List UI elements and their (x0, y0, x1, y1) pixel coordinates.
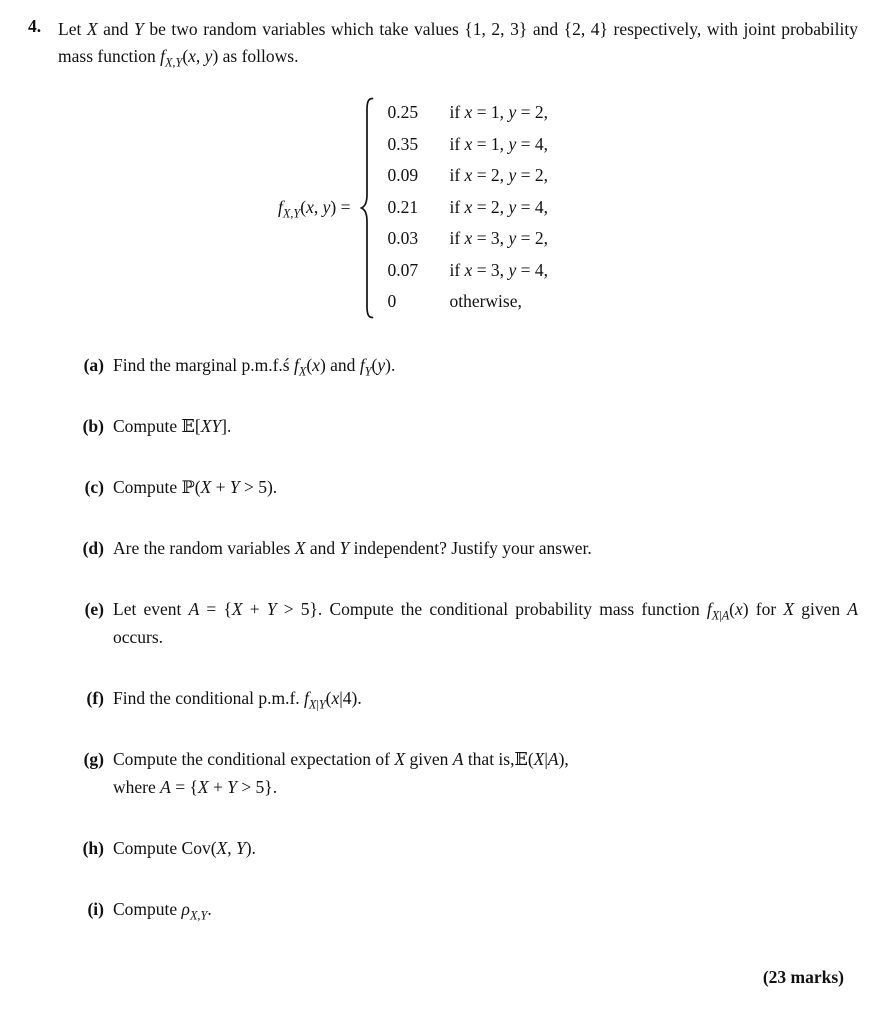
part-label: (h) (82, 837, 104, 858)
case-row (387, 223, 548, 255)
problem-part (64, 351, 858, 379)
case-condition: if x = 3, y = 2, (449, 228, 548, 249)
part-label: (i) (87, 898, 104, 919)
case-value: 0.07 (387, 259, 419, 280)
marks-total: (23 marks) (762, 966, 844, 987)
problem-part (64, 684, 858, 712)
case-condition: if x = 3, y = 4, (449, 259, 548, 280)
part-text: Compute ℙ(X + Y > 5). (113, 476, 278, 497)
problem-part (64, 534, 858, 562)
cases-list (387, 97, 548, 318)
case-value: 0 (387, 291, 397, 312)
case-condition: if x = 2, y = 4, (449, 196, 548, 217)
part-text: Compute 𝔼[XY]. (113, 415, 232, 436)
problem-statement (28, 16, 858, 71)
part-text: Are the random variables X and Y independent? Justify your answer. (113, 537, 592, 558)
case-condition: if x = 1, y = 4, (449, 133, 548, 154)
case-value: 0.21 (387, 196, 419, 217)
case-row (387, 255, 548, 287)
part-text: Compute Cov(X, Y). (113, 837, 256, 858)
piecewise-function (278, 97, 858, 319)
part-text: Compute $\rho_{X,Y}$. (113, 898, 212, 923)
case-row (387, 286, 548, 318)
part-label: (f) (86, 687, 104, 708)
problem-part (64, 895, 858, 923)
part-text: Let event A = {X + Y > 5}. Compute the conditional probability mass function $f_{X|A}(x)$ for X given A occurs. (113, 598, 858, 647)
problem-part (64, 412, 858, 440)
part-label: (g) (83, 748, 104, 769)
case-value: 0.25 (387, 102, 419, 123)
case-row (387, 97, 548, 129)
function-lhs: $f_{X,Y}(x$, y) = (278, 197, 351, 221)
part-text: Compute the conditional expectation of X given A that is,𝔼(X|A), where A = {X + Y > 5}. (113, 748, 569, 797)
part-label: (c) (84, 476, 104, 497)
problem-number: 4. (28, 16, 42, 36)
part-label: (a) (83, 354, 104, 375)
part-label: (e) (84, 598, 104, 619)
problem-part (64, 473, 858, 501)
case-row (387, 129, 548, 161)
problem-part (64, 595, 858, 651)
problem-intro-text: Let X and Y be two random variables which take values {1, 2, 3} and {2, 4} respectively, with joint probability mass function $f_{X,Y}(x$, y) as follows. (58, 19, 858, 70)
part-text: Find the conditional p.m.f. $f_{X|Y}(x|4)$. (113, 687, 362, 712)
case-value: 0.03 (387, 228, 419, 249)
case-value: 0.09 (387, 165, 419, 186)
left-curly-brace (360, 97, 375, 319)
case-value: 0.35 (387, 133, 419, 154)
case-row (387, 192, 548, 224)
case-condition: otherwise, (449, 291, 522, 312)
parts-list (64, 351, 858, 923)
problem-part (64, 834, 858, 862)
part-label: (b) (82, 415, 104, 436)
case-condition: if x = 1, y = 2, (449, 102, 548, 123)
case-row (387, 160, 548, 192)
part-label: (d) (82, 537, 104, 558)
part-text: Find the marginal p.m.f.ś $f_X(x)$ and $f_Y(y)$. (113, 354, 396, 379)
problem-part (64, 745, 858, 801)
case-condition: if x = 2, y = 2, (449, 165, 548, 186)
